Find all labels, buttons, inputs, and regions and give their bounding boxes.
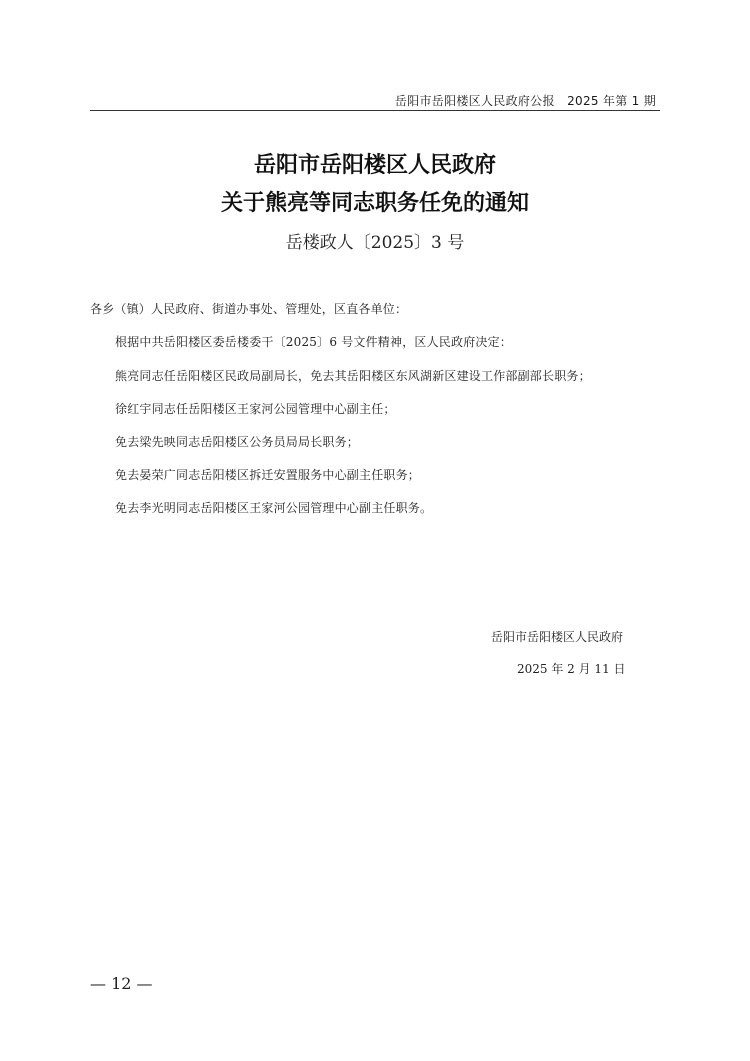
paragraph: 免去梁先映同志岳阳楼区公务员局局长职务； — [115, 435, 360, 449]
paragraph: 免去晏荣广同志岳阳楼区拆迁安置服务中心副主任职务； — [115, 468, 421, 482]
paragraph: 免去李光明同志岳阳楼区王家河公园管理中心副主任职务。 — [115, 501, 433, 515]
paragraph: 熊亮同志任岳阳楼区民政局副局长，免去其岳阳楼区东风湖新区建设工作部副部长职务； — [115, 369, 591, 383]
running-header-text: 岳阳市岳阳楼区人民政府公报 2025 年第 1 期 — [394, 94, 656, 108]
running-header — [90, 88, 660, 111]
signature-date: 2025 年 2 月 11 日 — [517, 662, 626, 676]
document-number: 岳楼政人〔2025〕3 号 — [285, 233, 465, 253]
page-number: — 12 — — [90, 974, 153, 993]
paragraph: 根据中共岳阳楼区委岳楼委干〔2025〕6 号文件精神，区人民政府决定： — [115, 335, 512, 349]
salutation: 各乡（镇）人民政府、街道办事处、管理处，区直各单位： — [90, 302, 408, 316]
document-title-line-2: 关于熊亮等同志职务任免的通知 — [220, 190, 529, 216]
signature-issuer: 岳阳市岳阳楼区人民政府 — [491, 630, 624, 644]
document-title-line-1: 岳阳市岳阳楼区人民政府 — [253, 152, 496, 178]
paragraph: 徐红宇同志任岳阳楼区王家河公园管理中心副主任； — [115, 402, 396, 416]
